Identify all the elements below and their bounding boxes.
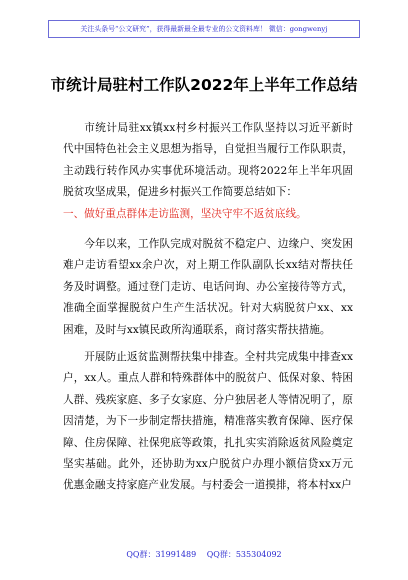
paragraph-visits: 今年以来，工作队完成对脱贫不稳定户、边缘户、突发困难户走访看望xx余户次，对上期工作队副队长xx结对帮扶任务及时调整。通过登门走访、电话问询、办公室接待等方式，准确全面掌握脱贫户生产生活状况。针对大病脱贫户xx、xx困难，及时与xx镇民政所沟通联系，商讨落实帮扶措施。 — [63, 238, 353, 336]
footer-qq-group-1: QQ群：31991489 — [126, 550, 197, 559]
paragraph-monitoring: 开展防止返贫监测帮扶集中排查。全村共完成集中排查xx户，xx人。重点人群和特殊群体中的脱贫户、低保对象、特困人群、残疾家庭、多子女家庭、分户独居老人等情况明了，原因清楚，为下一步制定帮扶措施，精准落实教育保障、医疗保障、住房保障、社保兜底等政策，扎扎实实消除返贫风险奠定坚实基础。此外，还协助为xx户脱贫户办理小额信贷xx万元优惠金融支持家庭产业发展。与村委会一道摸排，将本村xx户 — [63, 351, 353, 492]
paragraph-intro: 市统计局驻xx镇xx村乡村振兴工作队坚持以习近平新时代中国特色社会主义思想为指导，自觉担当履行工作队职责，主动践行转作风办实事优环境活动。现将2022年上半年巩固脱贫攻坚成果，促进乡村振兴工作简要总结如下： — [63, 122, 353, 199]
footer — [0, 549, 408, 561]
section-heading-1: 一、做好重点群体走访监测，坚决守牢不返贫底线。 — [63, 208, 307, 220]
document-title: 市统计局驻村工作队2022年上半年工作总结 — [50, 76, 358, 94]
header-banner: 关注头条号“公文研究”，获得最新最全最专业的公文资料库！ 微信：gongwenyj — [48, 20, 360, 38]
footer-qq-group-2: QQ群：535304092 — [206, 550, 282, 559]
